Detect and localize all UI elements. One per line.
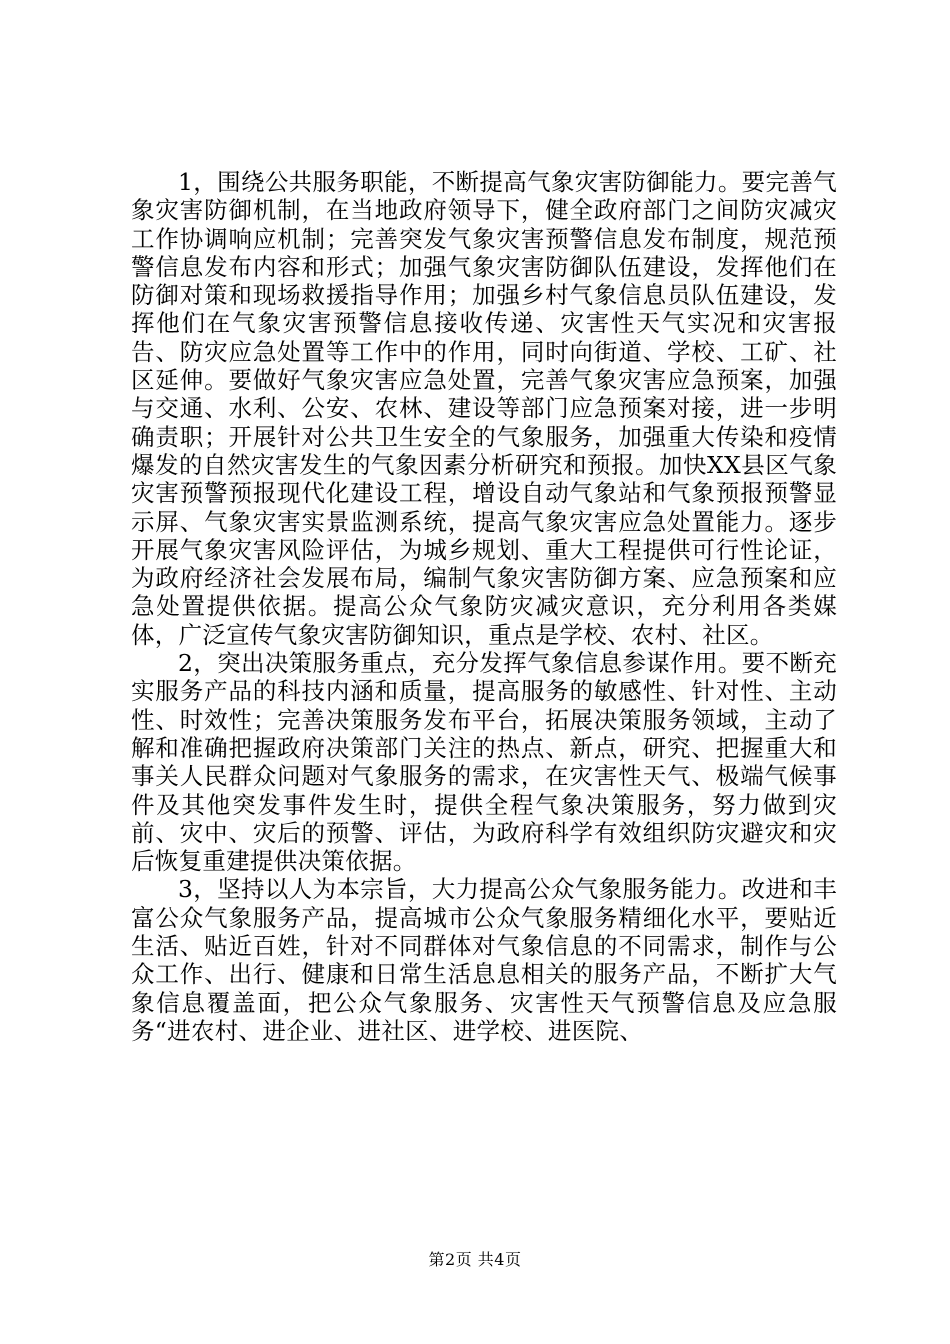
page-number-footer: 第2页 共4页 [428, 1250, 522, 1269]
paragraph-3: 3，坚持以人为本宗旨，大力提高公众气象服务能力。改进和丰富公众气象服务产品，提高城市公众气象服务精细化水平，要贴近生活、贴近百姓，针对不同群体对气象信息的不同需求，制作与公众工作、出行、健康和日常生活息息相关的服务产品，不断扩大气象信息覆盖面，把公众气象服务、灾害性天气预警信息及应急服务“进农村、进企业、进社区、进学校、进医院、 [131, 875, 837, 1045]
paragraph-1: 1，围绕公共服务职能，不断提高气象灾害防御能力。要完善气象灾害防御机制，在当地政府领导下，健全政府部门之间防灾减灾工作协调响应机制；完善突发气象灾害预警信息发布制度，规范预警信息发布内容和形式；加强气象灾害防御队伍建设，发挥他们在防御对策和现场救援指导作用；加强乡村气象信息员队伍建设，发挥他们在气象灾害预警信息接收传递、灾害性天气实况和灾害报告、防灾应急处置等工作中的作用，同时向街道、学校、工矿、社区延伸。要做好气象灾害应急处置，完善气象灾害应急预案，加强与交通、水利、公安、农林、建设等部门应急预案对接，进一步明确责职；开展针对公共卫生安全的气象服务，加强重大传染和疫情爆发的自然灾害发生的气象因素分析研究和预报。加快XX县区气象灾害预警预报现代化建设工程，增设自动气象站和气象预报预警显示屏、气象灾害实景监测系统，提高气象灾害应急处置能力。逐步开展气象灾害风险评估，为城乡规划、重大工程提供可行性论证，为政府经济社会发展布局，编制气象灾害防御方案、应急预案和应急处置提供依据。提高公众气象防灾减灾意识，充分利用各类媒体，广泛宣传气象灾害防御知识，重点是学校、农村、社区。 [131, 168, 837, 649]
paragraph-2: 2，突出决策服务重点，充分发挥气象信息参谋作用。要不断充实服务产品的科技内涵和质量，提高服务的敏感性、针对性、主动性、时效性；完善决策服务发布平台，拓展决策服务领域，主动了解和准确把握政府决策部门关注的热点、新点，研究、把握重大和事关人民群众问题对气象服务的需求，在灾害性天气、极端气候事件及其他突发事件发生时，提供全程气象决策服务，努力做到灾前、灾中、灾后的预警、评估，为政府科学有效组织防灾避灾和灾后恢复重建提供决策依据。 [131, 649, 837, 876]
body-text [131, 168, 837, 1045]
